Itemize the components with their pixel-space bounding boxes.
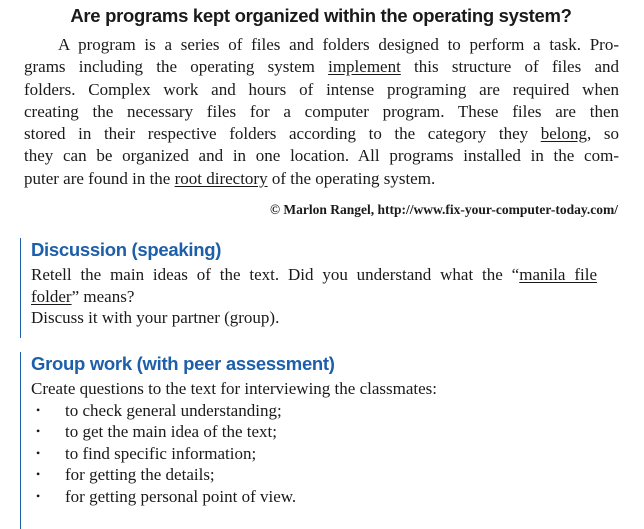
article-line: folders. Complex work and hours of intense programing are required when — [24, 79, 619, 99]
group-work-intro-text: Create questions to the text for interviewing the classmates: — [31, 379, 437, 398]
article-text: grams including the operating system — [24, 57, 329, 77]
group-work-section — [20, 352, 631, 529]
article-text: puter are found in the — [24, 168, 175, 188]
question-list — [31, 400, 631, 508]
discussion-section — [20, 238, 631, 338]
bullet-icon: • — [36, 424, 41, 438]
discussion-heading: Discussion (speaking) — [31, 239, 222, 260]
list-item-text: to check general understanding; — [65, 400, 282, 420]
article-text: stored in their respective folders according to the category they — [24, 124, 541, 144]
source-credit: © Marlon Rangel, http://www.fix-your-computer-today.com/ — [269, 202, 618, 217]
vocab-manila-file: manila file — [519, 265, 597, 284]
discussion-line — [31, 264, 597, 286]
article-paragraph — [24, 34, 619, 190]
list-item — [31, 464, 631, 486]
article-line — [24, 56, 619, 78]
list-item — [31, 400, 631, 422]
bullet-icon: • — [36, 488, 41, 503]
group-work-heading: Group work (with peer assessment) — [31, 353, 335, 374]
article-line — [24, 168, 619, 190]
article-text: this structure of files and — [400, 57, 619, 77]
article-line — [24, 123, 619, 145]
list-item — [31, 443, 631, 465]
list-item-text: for getting personal point of view. — [65, 486, 297, 506]
discussion-line — [31, 286, 631, 308]
discussion-line: Discuss it with your partner (group). — [31, 308, 280, 327]
vocab-belong: belong — [540, 124, 588, 144]
vocab-root-directory: root directory — [174, 168, 268, 188]
bullet-icon: • — [36, 445, 41, 460]
article-text: , so — [587, 124, 619, 144]
article-line: creating the necessary files for a computer program. These files are then — [24, 101, 619, 121]
page-title: Are programs kept organized within the operating system? — [70, 5, 572, 26]
discussion-text — [31, 264, 631, 329]
list-item-text: to find specific information; — [65, 443, 257, 463]
article-line: they can be organized and in one location. All programs installed in the com- — [24, 146, 619, 166]
article-text: of the operating system. — [267, 168, 436, 188]
article-line: A program is a series of files and folders designed to perform a task. Pro- — [58, 35, 619, 54]
group-work-intro — [31, 378, 631, 400]
list-item — [31, 421, 631, 443]
discussion-text-part: ” means? — [71, 286, 135, 306]
list-item-text: for getting the details; — [65, 465, 215, 484]
bullet-icon: • — [36, 467, 41, 481]
list-item — [31, 486, 631, 508]
vocab-folder: folder — [31, 286, 72, 306]
bullet-icon: • — [36, 402, 41, 417]
list-item-text: to get the main idea of the text; — [65, 422, 277, 441]
discussion-text-part: Retell the main ideas of the text. Did you understand what the “ — [31, 265, 520, 284]
vocab-implement: implement — [328, 57, 401, 77]
